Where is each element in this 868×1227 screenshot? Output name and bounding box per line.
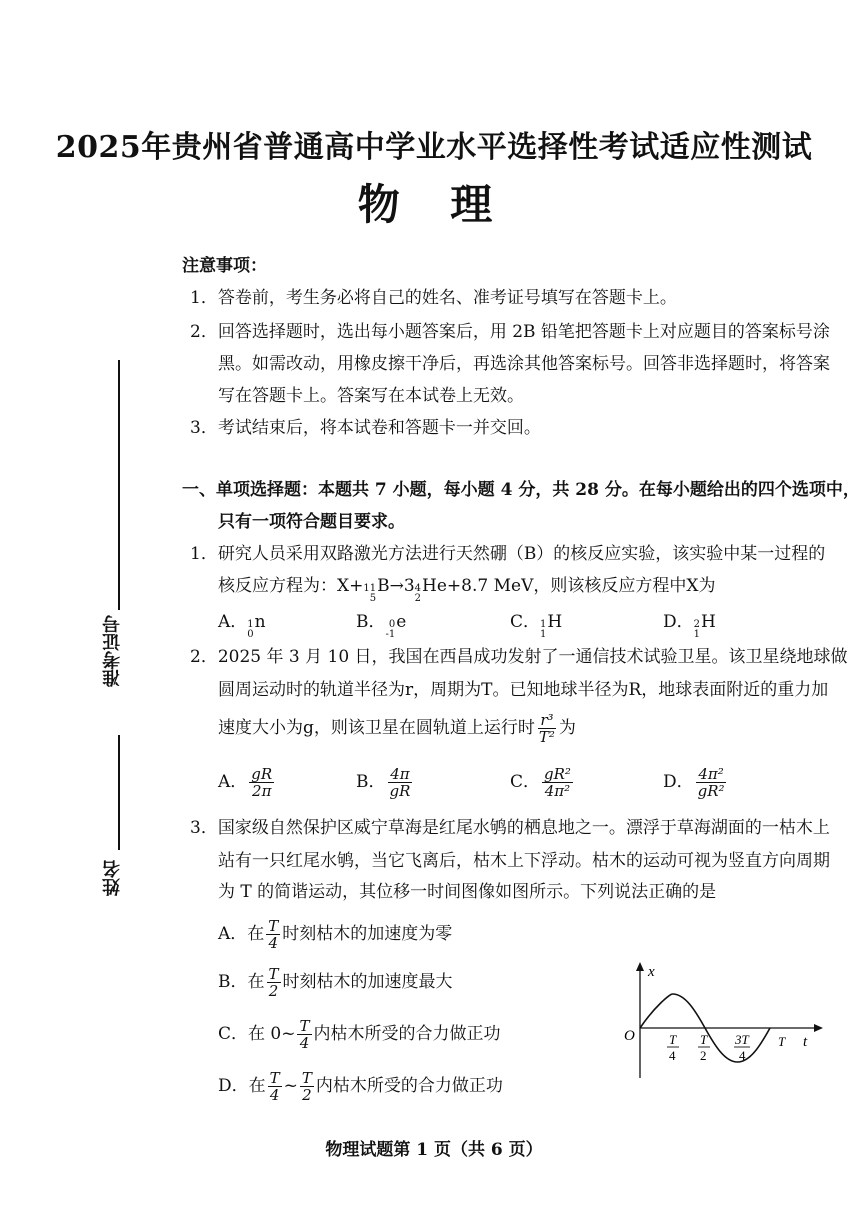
q2-line-3: 速度大小为g，则该卫星在圆轨道上运行时 $\frac{\text{r³}}{\text{T²}}$ 为: [218, 711, 576, 746]
notice-item-2-line-2: 黑。如需改动，用橡皮擦干净后，再选涂其他答案标号。回答非选择题时，将答案: [218, 354, 830, 374]
q3-option-d[interactable]: D．在 $\frac{T}{4}$ ~ $\frac{T}{2}$ 内枯木所受的合力做正功: [218, 1069, 503, 1104]
tick-t4-den: 4: [669, 1048, 676, 1063]
t-axis-label: t: [803, 1034, 808, 1050]
q3-line-3: 为 T 的简谐运动，其位移一时间图像如图所示。下列说法正确的是: [218, 882, 717, 902]
x-axis-arrow: [636, 962, 644, 971]
q2-option-d[interactable]: D． $\frac{\text{4π²}}{\text{gR²}}$: [663, 765, 725, 800]
name-label: 姓名: [102, 860, 123, 896]
section-1-heading-line-1: 一、单项选择题：本题共 7 小题，每小题 4 分，共 28 分。在每小题给出的四个选项中，: [182, 480, 860, 500]
q2-line-1: 2．2025 年 3 月 10 日，我国在西昌成功发射了一通信技术试验卫星。该卫星绕地球做: [190, 647, 848, 667]
tick-t4-num: T: [669, 1032, 677, 1047]
x-axis-label: x: [648, 964, 655, 980]
r3-over-t2-fraction: $\frac{\text{r³}}{\text{T²}}$: [538, 711, 555, 746]
q3-option-b[interactable]: B．在 $\frac{T}{2}$ 时刻枯木的加速度最大: [218, 965, 453, 1000]
notice-item-1: 1．答卷前，考生务必将自己的姓名、准考证号填写在答题卡上。: [190, 288, 677, 308]
t-axis-arrow: [814, 1024, 823, 1032]
q1-option-b[interactable]: B． 0 -1 e: [356, 612, 407, 640]
q1-equation: 核反应方程为：X+ 11 5 B→3 4 2 He+8.7 MeV，则该核反应方程中X为: [218, 576, 716, 604]
q2-option-a[interactable]: A． $\frac{gR}{2\pi}$: [218, 765, 273, 800]
origin-label: O: [624, 1028, 635, 1044]
binding-line-upper: [118, 360, 120, 610]
subject-title: 物 理: [357, 180, 511, 229]
q2-option-b[interactable]: B． $\frac{4\pi}{gR}$: [356, 765, 411, 800]
q3-option-a[interactable]: A．在 $\frac{T}{4}$ 时刻枯木的加速度为零: [218, 917, 453, 952]
page-footer: 物理试题第 1 页（共 6 页）: [325, 1140, 543, 1160]
tick-3t4-den: 4: [739, 1048, 746, 1063]
notice-item-2-line-3: 写在答题卡上。答案写在本试卷上无效。: [218, 386, 524, 406]
q3-line-1: 3．国家级自然保护区威宁草海是红尾水鸲的栖息地之一。漂浮于草海湖面的一枯木上: [190, 818, 830, 838]
q3-option-c[interactable]: C．在 0~ $\frac{T}{4}$ 内枯木所受的合力做正功: [218, 1017, 501, 1052]
tick-t2-den: 2: [700, 1048, 707, 1063]
q1-option-a[interactable]: A． 1 0 n: [218, 612, 266, 640]
section-1-heading-line-2: 只有一项符合题目要求。: [218, 512, 405, 532]
q2-option-c[interactable]: C． $\frac{\text{gR²}}{\text{4π²}}$: [510, 765, 571, 800]
q1-option-d[interactable]: D． 2 1 H: [663, 612, 716, 640]
tick-t2-num: T: [700, 1032, 708, 1047]
exam-id-label: 准考证号: [102, 615, 123, 687]
q1-line-1: 1．研究人员采用双路激光方法进行天然硼（B）的核反应实验，该实验中某一过程的: [190, 544, 826, 564]
displacement-time-graph: [615, 958, 830, 1088]
q3-line-2: 站有一只红尾水鸲，当它飞离后，枯木上下浮动。枯木的运动可视为竖直方向周期: [218, 851, 830, 871]
notice-item-3: 3．考试结束后，将本试卷和答题卡一并交回。: [190, 418, 541, 438]
tick-t: T: [778, 1034, 786, 1049]
tick-3t4-num: 3T: [735, 1032, 749, 1047]
exam-title: 2025年贵州省普通高中学业水平选择性考试适应性测试: [55, 130, 813, 165]
binding-line-middle: [118, 735, 120, 850]
notice-item-2-line-1: 2．回答选择题时，选出每小题答案后，用 2B 铅笔把答题卡上对应题目的答案标号涂: [190, 322, 830, 342]
notice-heading: 注意事项：: [182, 256, 267, 276]
q1-option-c[interactable]: C． 1 1 H: [510, 612, 563, 640]
q2-line-2: 圆周运动时的轨道半径为r，周期为T。已知地球半径为R，地球表面附近的重力加: [218, 680, 829, 700]
